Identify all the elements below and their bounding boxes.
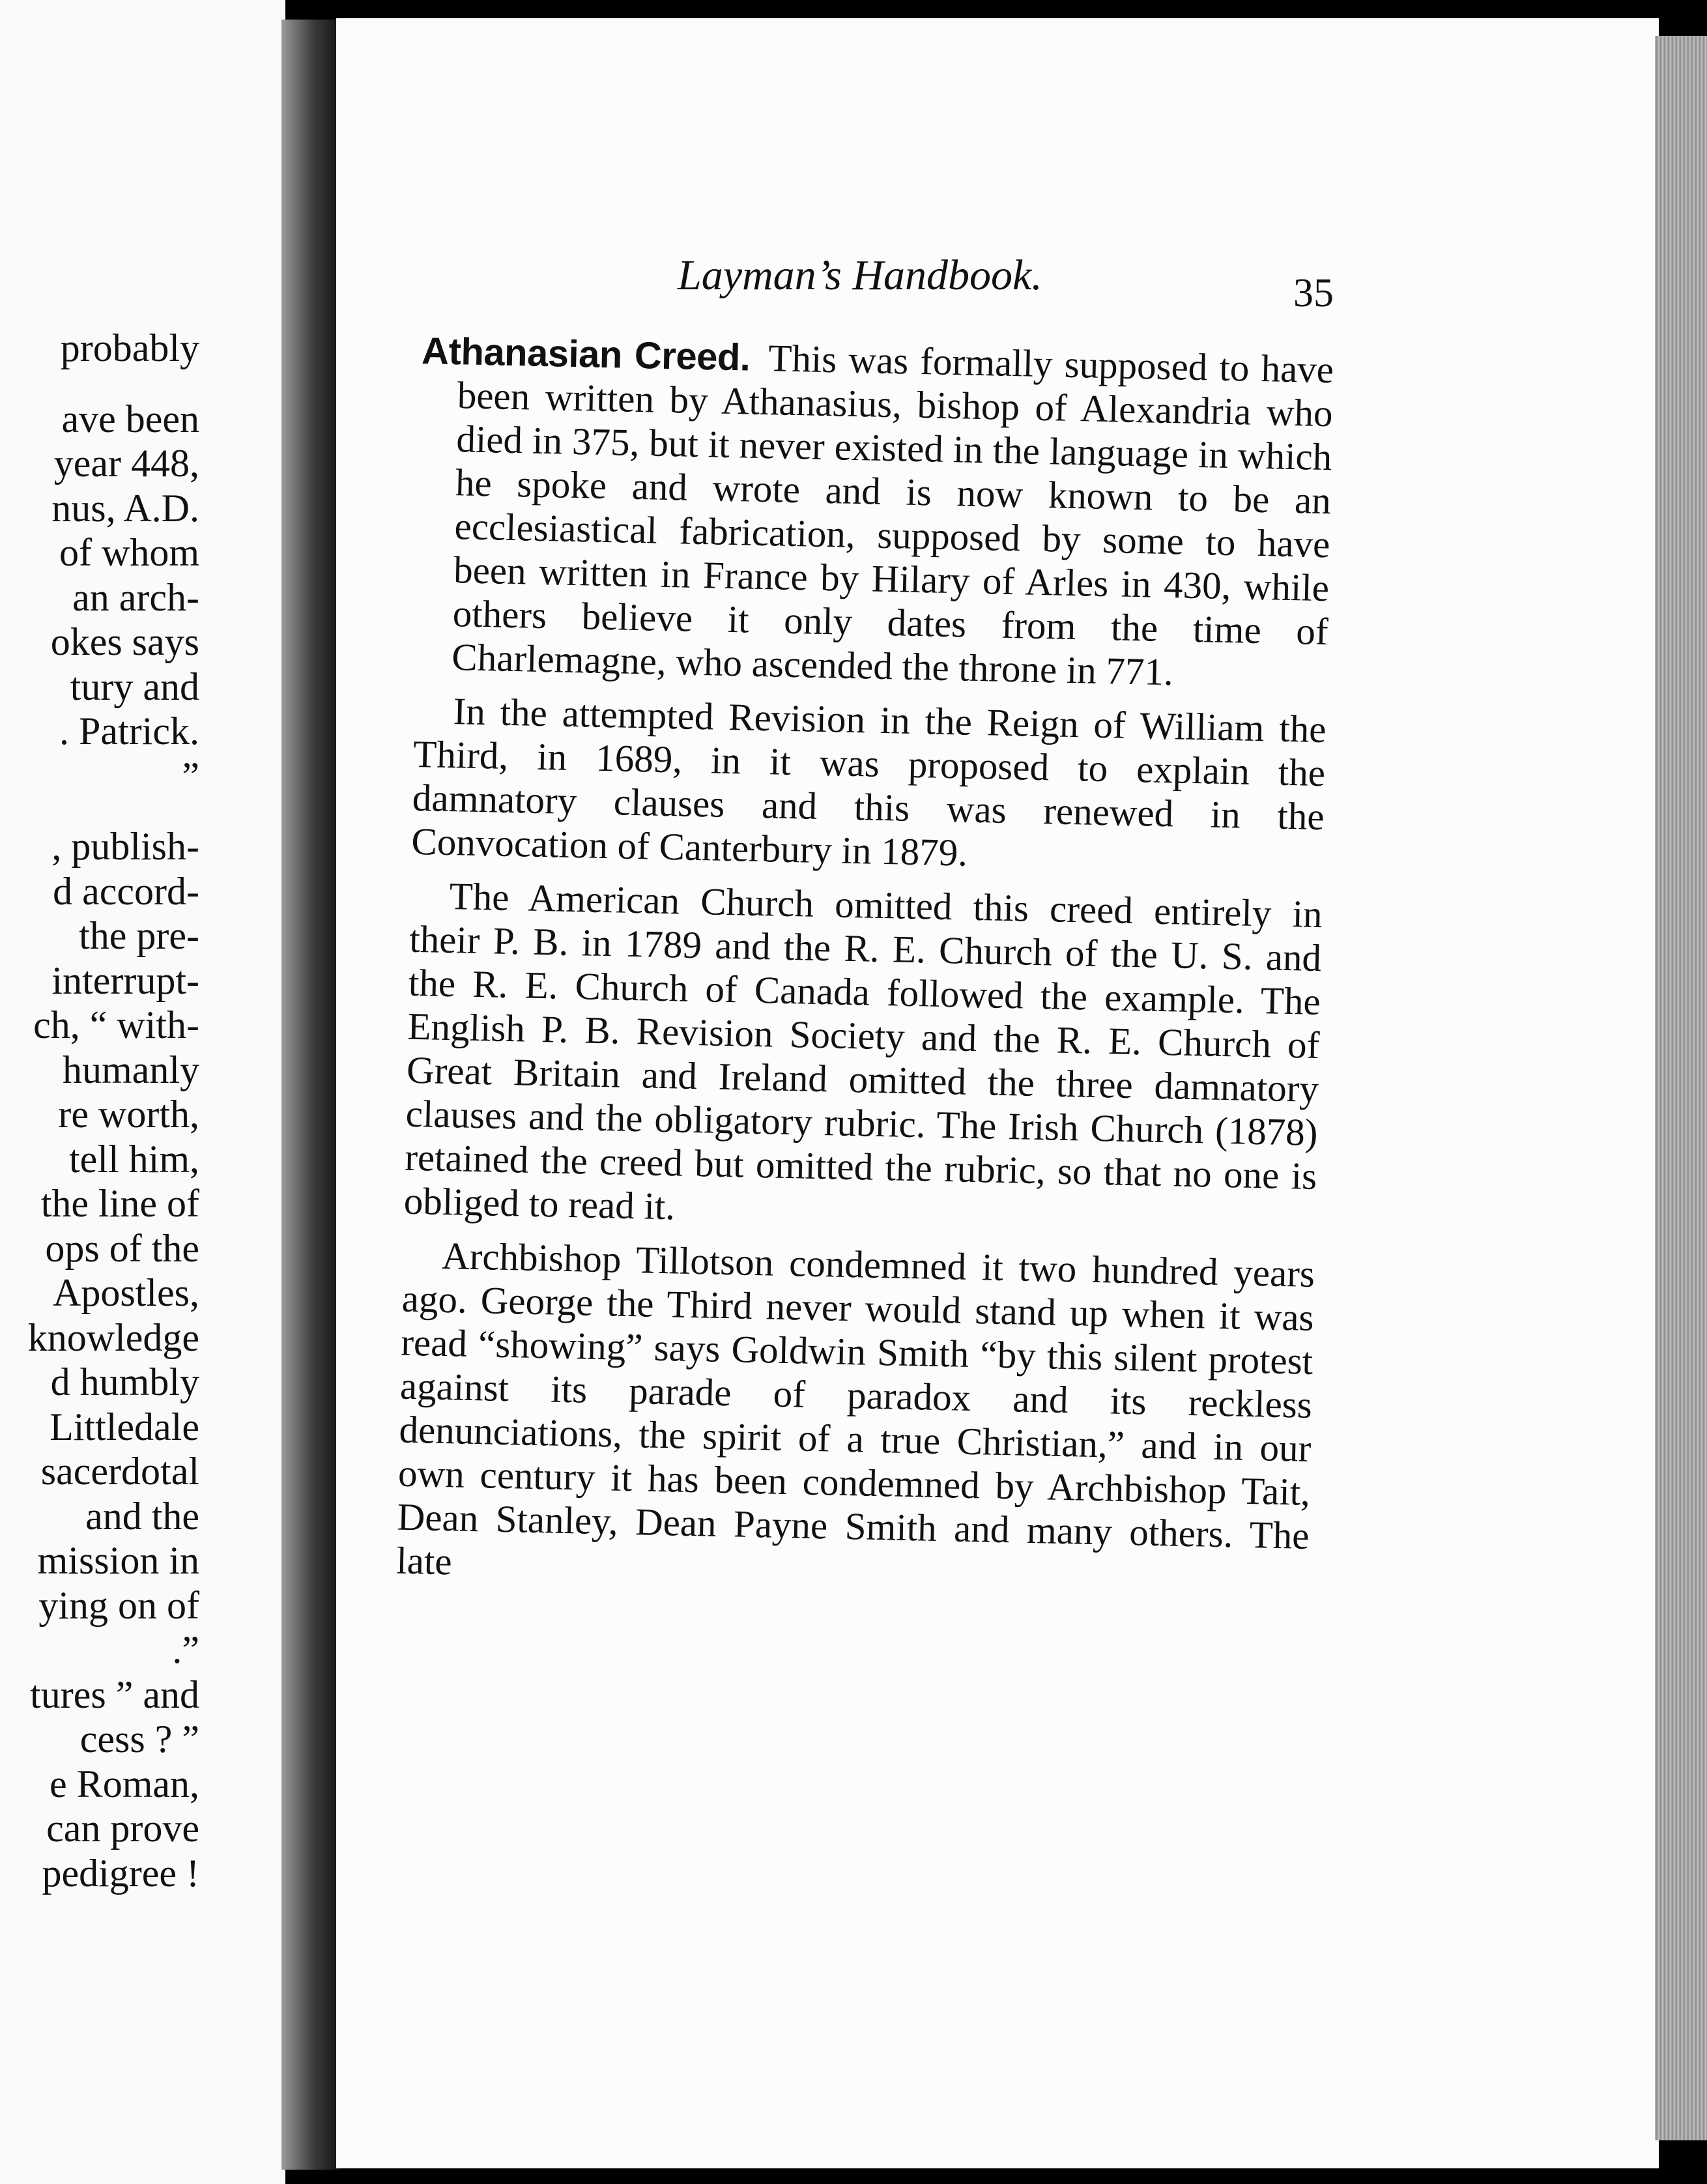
page-number: 35 (1293, 271, 1334, 315)
paragraph: The American Church omitted this creed entirely in their P. B. in 1789 and the R. E. Church of the U. S. and the R. E. Church of Canada followed the example. The English P. B. Revision Society and the R. E. Church of Great Britain and Ireland omitted the three damnatory clauses and the obligatory rubric. The Irish Church (1878) retained the creed but omitted the rubric, so that no one is obliged to read it. (403, 874, 1323, 1228)
left-line: ops of the (45, 1226, 199, 1270)
left-line: the line of (40, 1182, 199, 1225)
left-line: tell him, (69, 1137, 199, 1181)
left-line: of whom (59, 531, 199, 574)
left-line: e Roman, (50, 1762, 199, 1805)
paragraph: Archbishop Tillotson condemned it two hundred years ago. George the Third never would stand up when it was read “showing” says Goldwin Smith “by this silent protest against its parade of paradox and its reckless denunciations, the spirit of a true Christian,” and in our own century it has been condemned by Archbishop Tait, Dean Stanley, Dean Payne Smith and many others. The late (395, 1233, 1315, 1583)
left-page-text (0, 326, 285, 1895)
left-line: re worth, (58, 1093, 199, 1136)
left-line: pedigree ! (42, 1851, 199, 1895)
left-line (0, 371, 285, 397)
left-line: ave been (61, 397, 199, 440)
running-head: Layman’s Handbook. (678, 251, 1042, 299)
left-line: Apostles, (53, 1271, 199, 1314)
left-line: probably (60, 326, 199, 369)
left-line: okes says (50, 620, 199, 663)
left-line: nus, A.D. (51, 486, 199, 530)
left-line: . Patrick. (59, 710, 199, 753)
left-line: interrupt- (51, 958, 199, 1002)
left-line: humanly (63, 1048, 199, 1091)
left-line: , publish- (51, 825, 199, 868)
left-line: an arch- (72, 575, 199, 619)
left-line: sacerdotal (40, 1450, 199, 1493)
left-line: Littledale (50, 1405, 199, 1448)
left-line: year 448, (53, 442, 199, 485)
entry-term: Athanasian Creed. (421, 329, 751, 379)
left-line: the pre- (79, 914, 199, 957)
book-gutter (281, 20, 341, 2170)
left-line: tures ” and (30, 1673, 199, 1716)
left-line: can prove (46, 1807, 199, 1850)
left-line: .” (172, 1628, 199, 1671)
entry-text-block (396, 329, 1334, 1602)
left-line: ying on of (38, 1583, 199, 1627)
left-line: ch, “ with- (33, 1003, 199, 1046)
left-line: d humbly (50, 1360, 199, 1403)
left-line: d accord- (53, 869, 199, 913)
entry-first-paragraph (415, 329, 1334, 697)
page-edge (1655, 36, 1707, 2140)
left-line: cess ? ” (79, 1717, 199, 1760)
left-line (0, 798, 285, 824)
left-line: knowledge (27, 1315, 199, 1359)
left-line: ” (182, 754, 199, 797)
left-line: and the (85, 1494, 199, 1538)
left-page (0, 0, 285, 2184)
paragraph: In the attempted Revision in the Reign of William the Third, in 1689, in it was proposed to explain the damnatory clauses and this was renewed in the Convocation of Canterbury in 1879. (410, 689, 1327, 874)
left-line: mission in (37, 1539, 199, 1582)
entry-first-paragraph-text: This was formally supposed to have been written by Athanasius, bishop of Alexandria who died in 375, but it never existed in the language in which he spoke and wrote and is now known to be an ecclesiastical fabrication, supposed by some to have been written in France by Hilary of Arles in 430, while others believe it only dates from the time of Charlemagne, who ascended the throne in 771. (451, 336, 1334, 694)
left-line: tury and (70, 665, 199, 708)
